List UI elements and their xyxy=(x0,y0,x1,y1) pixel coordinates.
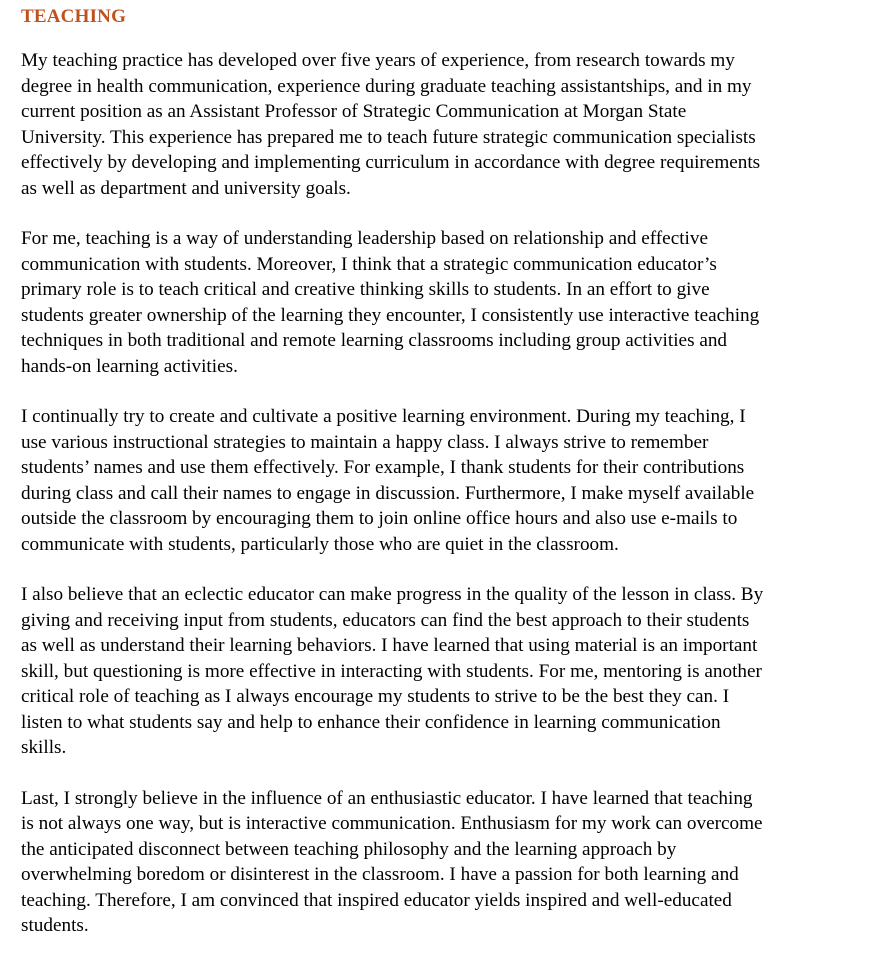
section-heading: TEACHING xyxy=(21,6,127,27)
paragraph-line: University. This experience has prepared me to teach future strategic communication specialists xyxy=(21,126,756,148)
paragraph-line: hands-on learning activities. xyxy=(21,355,238,377)
paragraph-line: skills. xyxy=(21,737,67,758)
paragraph-line: current position as an Assistant Professor of Strategic Communication at Morgan State xyxy=(21,101,687,122)
paragraph-4 xyxy=(21,582,877,761)
paragraph-line: students’ names and use them effectively. For example, I thank students for their contributions xyxy=(21,457,745,478)
paragraph-1 xyxy=(21,48,877,201)
paragraph-line: skill, but questioning is more effective in interacting with students. For me, mentoring is another xyxy=(21,660,762,682)
paragraph-line: as well as understand their learning behaviors. I have learned that using material is an important xyxy=(21,635,758,656)
paragraph-line: communicate with students, particularly those who are quiet in the classroom. xyxy=(21,533,619,555)
paragraph-line: students greater ownership of the learning they encounter, I consistently use interactive teaching xyxy=(21,304,760,326)
paragraph-3 xyxy=(21,404,877,557)
paragraph-line: effectively by developing and implementing curriculum in accordance with degree requirements xyxy=(21,152,761,173)
paragraph-line: degree in health communication, experience during graduate teaching assistantships, and in my xyxy=(21,75,752,97)
paragraph-line: techniques in both traditional and remote learning classrooms including group activities and xyxy=(21,330,728,351)
paragraph-line: critical role of teaching as I always encourage my students to strive to be the best they can. I xyxy=(21,686,730,707)
paragraph-line: is not always one way, but is interactive communication. Enthusiasm for my work can overcome xyxy=(21,813,763,834)
paragraph-line: overwhelming boredom or disinterest in the classroom. I have a passion for both learning and xyxy=(21,864,739,885)
paragraph-line: listen to what students say and help to enhance their confidence in learning communication xyxy=(21,711,721,733)
paragraph-line: as well as department and university goals. xyxy=(21,177,351,199)
paragraph-line: primary role is to teach critical and creative thinking skills to students. In an effort to give xyxy=(21,279,710,300)
paragraph-line: during class and call their names to engage in discussion. Furthermore, I make myself available xyxy=(21,482,755,504)
paragraph-line: My teaching practice has developed over five years of experience, from research towards my xyxy=(21,50,735,71)
document-page xyxy=(21,6,877,964)
paragraph-line: I also believe that an eclectic educator can make progress in the quality of the lesson in class. By xyxy=(21,584,764,605)
paragraph-line: students. xyxy=(21,915,89,936)
paragraph-line: use various instructional strategies to maintain a happy class. I always strive to remember xyxy=(21,431,709,453)
paragraph-line: For me, teaching is a way of understanding leadership based on relationship and effective xyxy=(21,228,708,249)
paragraph-line: the anticipated disconnect between teaching philosophy and the learning approach by xyxy=(21,838,677,860)
paragraph-line: teaching. Therefore, I am convinced that inspired educator yields inspired and well-educated xyxy=(21,889,732,911)
paragraph-line: outside the classroom by encouraging them to join online office hours and also use e-mails to xyxy=(21,508,738,529)
paragraph-5 xyxy=(21,786,877,939)
paragraph-line: I continually try to create and cultivate a positive learning environment. During my teaching, I xyxy=(21,406,746,427)
paragraph-line: communication with students. Moreover, I think that a strategic communication educator’s xyxy=(21,253,717,275)
paragraph-line: Last, I strongly believe in the influence of an enthusiastic educator. I have learned that teaching xyxy=(21,787,753,809)
paragraph-line: giving and receiving input from students, educators can find the best approach to their students xyxy=(21,609,750,631)
paragraph-2 xyxy=(21,226,877,379)
